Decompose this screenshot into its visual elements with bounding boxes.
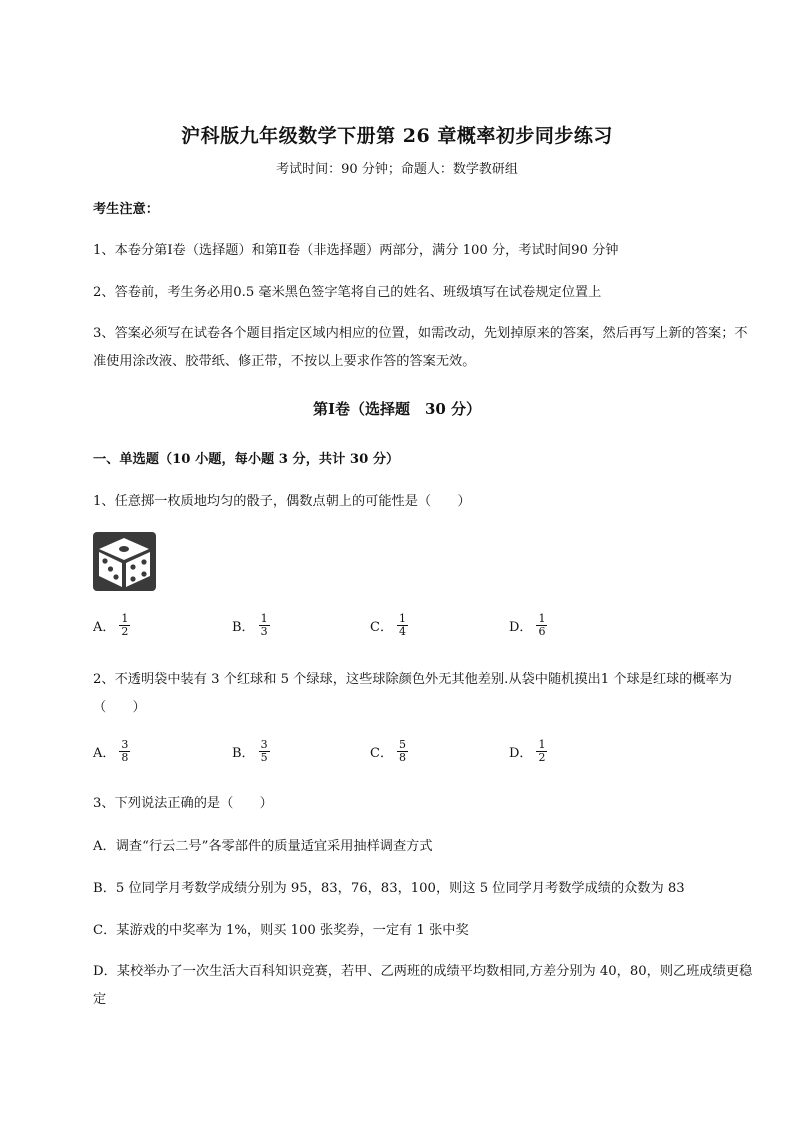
option-letter: B． [232, 620, 255, 635]
fraction [536, 613, 547, 638]
option-letter: C． [370, 620, 393, 635]
notice-item: 1、本卷分第Ⅰ卷（选择题）和第Ⅱ卷（非选择题）两部分，满分 100 分，考试时间90 分钟 [93, 243, 619, 258]
option-a[interactable]: A．调查“行云二号”各零部件的质量适宜采用抽样调查方式 [93, 839, 433, 854]
option-letter: A． [93, 620, 116, 635]
numerator: 3 [121, 738, 129, 751]
denominator: 4 [398, 625, 406, 638]
option-a[interactable] [93, 613, 130, 638]
question-2-stem: 2、不透明袋中装有 3 个红球和 5 个绿球，这些球除颜色外无其他差别.从袋中随机摸出1 个球是红球的概率为（ ） [93, 672, 732, 715]
option-letter: C． [370, 746, 393, 761]
denominator: 8 [398, 751, 406, 764]
option-b[interactable] [232, 613, 270, 638]
question-2-options [93, 739, 693, 775]
fraction [119, 739, 130, 764]
fraction [259, 739, 270, 764]
fraction [119, 613, 130, 638]
option-letter: D． [509, 746, 533, 761]
denominator: 5 [260, 751, 268, 764]
page-title: 沪科版九年级数学下册第 26 章概率初步同步练习 [181, 125, 613, 147]
option-letter: B． [232, 746, 255, 761]
denominator: 6 [538, 625, 546, 638]
question-1-options [93, 613, 693, 649]
denominator: 2 [121, 625, 129, 638]
question-1-stem: 1、任意掷一枚质地均匀的骰子，偶数点朝上的可能性是（ ） [93, 494, 471, 509]
numerator: 1 [538, 612, 546, 625]
notice-heading: 考生注意： [93, 202, 159, 217]
page-subtitle: 考试时间：90 分钟；命题人：数学教研组 [276, 162, 518, 177]
numerator: 1 [398, 612, 406, 625]
fraction [259, 613, 270, 638]
option-c[interactable] [370, 739, 408, 764]
dice-icon [93, 532, 156, 591]
denominator: 3 [260, 625, 268, 638]
option-d[interactable] [509, 739, 547, 764]
fraction [397, 613, 408, 638]
numerator: 5 [398, 738, 406, 751]
question-3-stem: 3、下列说法正确的是（ ） [93, 796, 273, 811]
option-letter: D． [509, 620, 533, 635]
option-letter: A． [93, 746, 116, 761]
denominator: 8 [121, 751, 129, 764]
numerator: 1 [538, 738, 546, 751]
fraction [536, 739, 547, 764]
option-d[interactable] [509, 613, 547, 638]
fraction [397, 739, 408, 764]
part-heading: 一、单选题（10 小题，每小题 3 分，共计 30 分） [93, 452, 400, 467]
denominator: 2 [538, 751, 546, 764]
option-c[interactable]: C．某游戏的中奖率为 1%，则买 100 张奖券，一定有 1 张中奖 [93, 923, 469, 938]
section-title: 第Ⅰ卷（选择题 30 分） [312, 400, 482, 418]
notice-item: 3、答案必须写在试卷各个题目指定区域内相应的位置，如需改动，先划掉原来的答案，然后再写上新的答案；不准使用涂改液、胶带纸、修正带，不按以上要求作答的答案无效。 [93, 326, 748, 369]
notice-item: 2、答卷前，考生务必用0.5 毫米黑色签字笔将自己的姓名、班级填写在试卷规定位置上 [93, 285, 602, 300]
option-d[interactable]: D．某校举办了一次生活大百科知识竞赛，若甲、乙两班的成绩平均数相同,方差分别为 40，80，则乙班成绩更稳定 [93, 964, 753, 1007]
numerator: 1 [121, 612, 129, 625]
numerator: 1 [260, 612, 268, 625]
option-c[interactable] [370, 613, 408, 638]
option-a[interactable] [93, 739, 130, 764]
numerator: 3 [260, 738, 268, 751]
option-b[interactable] [232, 739, 270, 764]
option-b[interactable]: B．5 位同学月考数学成绩分别为 95，83，76，83，100，则这 5 位同学月考数学成绩的众数为 83 [93, 881, 685, 896]
